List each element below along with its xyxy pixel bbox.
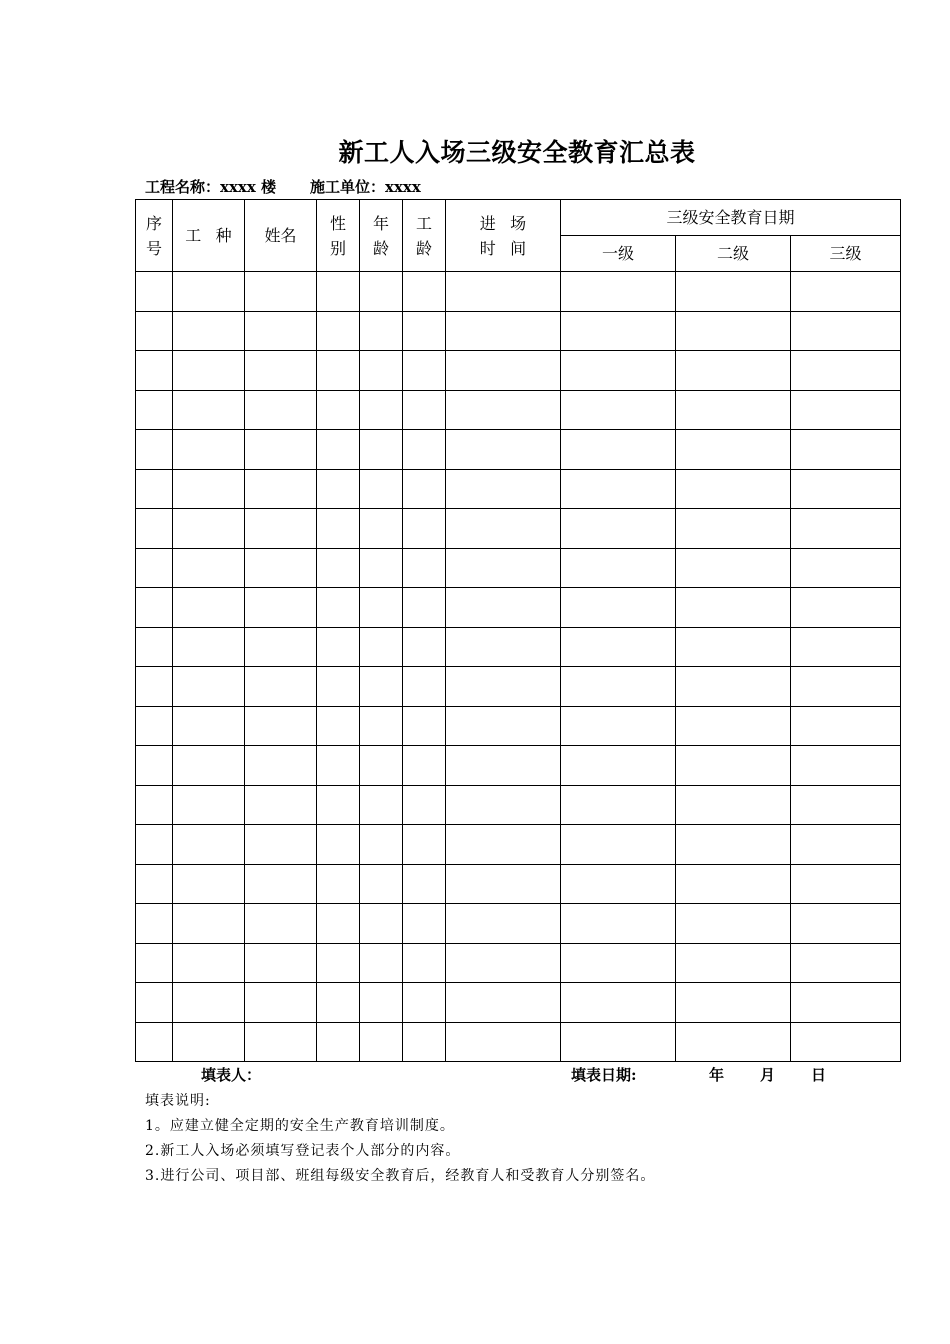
- table-cell: [446, 746, 561, 786]
- table-cell: [317, 311, 360, 351]
- table-cell: [791, 983, 901, 1023]
- table-row: [136, 351, 901, 391]
- table-cell: [446, 785, 561, 825]
- table-cell: [403, 943, 446, 983]
- table-cell: [446, 825, 561, 865]
- table-cell: [136, 509, 173, 549]
- table-cell: [173, 627, 245, 667]
- table-row: [136, 904, 901, 944]
- table-cell: [317, 943, 360, 983]
- table-cell: [403, 983, 446, 1023]
- table-cell: [245, 785, 317, 825]
- table-cell: [136, 390, 173, 430]
- table-cell: [561, 627, 676, 667]
- table-cell: [791, 943, 901, 983]
- table-cell: [791, 706, 901, 746]
- table-cell: [676, 785, 791, 825]
- table-cell: [791, 548, 901, 588]
- header-entry-time: 进场 时间: [446, 200, 561, 272]
- table-cell: [403, 390, 446, 430]
- table-cell: [676, 706, 791, 746]
- table-cell: [403, 469, 446, 509]
- table-cell: [676, 351, 791, 391]
- table-cell: [245, 272, 317, 312]
- table-cell: [136, 706, 173, 746]
- page-title: 新工人入场三级安全教育汇总表: [338, 138, 696, 167]
- table-cell: [403, 311, 446, 351]
- table-cell: [136, 785, 173, 825]
- table-cell: [173, 588, 245, 628]
- table-row: [136, 983, 901, 1023]
- table-cell: [173, 706, 245, 746]
- summary-table: [135, 199, 901, 1062]
- table-cell: [245, 825, 317, 865]
- table-cell: [561, 706, 676, 746]
- table-cell: [360, 785, 403, 825]
- table-cell: [403, 904, 446, 944]
- table-cell: [791, 430, 901, 470]
- table-cell: [136, 746, 173, 786]
- table-cell: [136, 311, 173, 351]
- table-cell: [676, 746, 791, 786]
- table-cell: [561, 1022, 676, 1062]
- table-cell: [676, 983, 791, 1023]
- table-cell: [403, 351, 446, 391]
- table-cell: [561, 311, 676, 351]
- header-level3: 三级: [791, 236, 901, 272]
- table-cell: [136, 351, 173, 391]
- table-row: [136, 1022, 901, 1062]
- table-cell: [561, 272, 676, 312]
- fill-date-label: 填表日期:: [571, 1066, 637, 1084]
- table-cell: [360, 509, 403, 549]
- table-cell: [245, 311, 317, 351]
- table-cell: [791, 1022, 901, 1062]
- table-cell: [173, 667, 245, 707]
- table-cell: [791, 351, 901, 391]
- table-cell: [561, 548, 676, 588]
- filler-label: 填表人：: [201, 1066, 262, 1084]
- table-cell: [360, 904, 403, 944]
- table-cell: [561, 904, 676, 944]
- table-cell: [317, 469, 360, 509]
- table-cell: [446, 667, 561, 707]
- table-cell: [245, 746, 317, 786]
- table-cell: [360, 272, 403, 312]
- table-cell: [360, 390, 403, 430]
- header-level2: 二级: [676, 236, 791, 272]
- note-item-3: 3.进行公司、项目部、班组每级安全教育后，经教育人和受教育人分别签名。: [145, 1168, 656, 1184]
- table-cell: [676, 667, 791, 707]
- table-cell: [676, 509, 791, 549]
- table-cell: [446, 311, 561, 351]
- table-cell: [403, 706, 446, 746]
- table-row: [136, 469, 901, 509]
- table-cell: [173, 864, 245, 904]
- table-cell: [403, 746, 446, 786]
- header-age: 年龄: [360, 200, 403, 272]
- table-cell: [173, 509, 245, 549]
- table-cell: [360, 588, 403, 628]
- table-cell: [446, 983, 561, 1023]
- table-cell: [360, 667, 403, 707]
- table-cell: [136, 904, 173, 944]
- table-cell: [561, 825, 676, 865]
- table-cell: [360, 548, 403, 588]
- table-cell: [245, 864, 317, 904]
- table-cell: [561, 943, 676, 983]
- table-cell: [403, 627, 446, 667]
- table-cell: [446, 390, 561, 430]
- table-cell: [317, 509, 360, 549]
- table-cell: [317, 1022, 360, 1062]
- table-cell: [317, 785, 360, 825]
- note-item-2: 2.新工人入场必须填写登记表个人部分的内容。: [145, 1143, 461, 1159]
- table-cell: [791, 785, 901, 825]
- table-cell: [561, 785, 676, 825]
- table-cell: [561, 588, 676, 628]
- table-cell: [403, 1022, 446, 1062]
- table-cell: [360, 983, 403, 1023]
- table-cell: [245, 983, 317, 1023]
- table-row: [136, 509, 901, 549]
- table-cell: [403, 667, 446, 707]
- table-row: [136, 430, 901, 470]
- table-cell: [360, 351, 403, 391]
- table-cell: [317, 351, 360, 391]
- table-cell: [360, 311, 403, 351]
- table-cell: [173, 1022, 245, 1062]
- note-item-1: 1。应建立健全定期的安全生产教育培训制度。: [145, 1118, 455, 1134]
- table-cell: [136, 825, 173, 865]
- header-level1: 一级: [561, 236, 676, 272]
- table-cell: [676, 548, 791, 588]
- table-cell: [561, 351, 676, 391]
- table-cell: [561, 390, 676, 430]
- table-cell: [245, 588, 317, 628]
- table-cell: [173, 351, 245, 391]
- table-cell: [317, 983, 360, 1023]
- table-cell: [136, 272, 173, 312]
- table-cell: [403, 825, 446, 865]
- table-cell: [136, 1022, 173, 1062]
- table-row: [136, 746, 901, 786]
- table-cell: [403, 509, 446, 549]
- table-cell: [245, 943, 317, 983]
- table-cell: [173, 746, 245, 786]
- table-cell: [446, 588, 561, 628]
- table-cell: [360, 706, 403, 746]
- table-cell: [360, 627, 403, 667]
- table-cell: [136, 588, 173, 628]
- table-cell: [245, 1022, 317, 1062]
- table-cell: [173, 272, 245, 312]
- table-cell: [446, 509, 561, 549]
- table-cell: [561, 746, 676, 786]
- table-cell: [136, 943, 173, 983]
- table-cell: [360, 746, 403, 786]
- table-row: [136, 943, 901, 983]
- project-info: [145, 176, 421, 197]
- table-cell: [676, 272, 791, 312]
- table-cell: [245, 548, 317, 588]
- table-cell: [791, 864, 901, 904]
- table-cell: [791, 825, 901, 865]
- table-row: [136, 390, 901, 430]
- table-cell: [245, 706, 317, 746]
- table-cell: [791, 667, 901, 707]
- header-seniority: 工龄: [403, 200, 446, 272]
- table-cell: [136, 864, 173, 904]
- table-cell: [317, 627, 360, 667]
- table-cell: [173, 904, 245, 944]
- table-cell: [446, 943, 561, 983]
- table-cell: [245, 390, 317, 430]
- table-cell: [446, 627, 561, 667]
- table-cell: [403, 785, 446, 825]
- header-name: 姓名: [245, 200, 317, 272]
- table-cell: [173, 430, 245, 470]
- table-cell: [446, 1022, 561, 1062]
- table-cell: [561, 983, 676, 1023]
- table-cell: [791, 469, 901, 509]
- table-cell: [317, 746, 360, 786]
- header-gender: 性别: [317, 200, 360, 272]
- project-name: 工程名称：xxxx 楼: [145, 178, 276, 196]
- table-cell: [446, 864, 561, 904]
- table-cell: [676, 943, 791, 983]
- table-cell: [136, 469, 173, 509]
- table-cell: [446, 430, 561, 470]
- table-body: [136, 272, 901, 1062]
- table-cell: [360, 864, 403, 904]
- table-cell: [676, 390, 791, 430]
- table-cell: [173, 983, 245, 1023]
- table-cell: [136, 548, 173, 588]
- table-cell: [245, 667, 317, 707]
- table-cell: [791, 509, 901, 549]
- table-cell: [136, 627, 173, 667]
- table-cell: [245, 627, 317, 667]
- table-cell: [173, 825, 245, 865]
- table-cell: [561, 864, 676, 904]
- table-row: [136, 785, 901, 825]
- table-cell: [446, 904, 561, 944]
- table-cell: [446, 351, 561, 391]
- table-cell: [791, 588, 901, 628]
- table-cell: [446, 706, 561, 746]
- table-cell: [317, 430, 360, 470]
- footer-line: [135, 1064, 900, 1084]
- fill-instructions: [145, 1090, 655, 1190]
- table-cell: [676, 469, 791, 509]
- table-cell: [245, 469, 317, 509]
- table-cell: [317, 390, 360, 430]
- table-cell: [360, 943, 403, 983]
- table-cell: [136, 667, 173, 707]
- table-cell: [791, 390, 901, 430]
- table-cell: [136, 430, 173, 470]
- table-row: [136, 706, 901, 746]
- table-cell: [173, 311, 245, 351]
- year-label: 年: [709, 1066, 725, 1084]
- month-label: 月: [760, 1066, 776, 1084]
- table-cell: [317, 706, 360, 746]
- table-cell: [791, 627, 901, 667]
- table-cell: [317, 272, 360, 312]
- table-cell: [173, 390, 245, 430]
- table-row: [136, 548, 901, 588]
- table-cell: [360, 1022, 403, 1062]
- table-cell: [561, 509, 676, 549]
- day-label: 日: [811, 1066, 827, 1084]
- table-cell: [561, 469, 676, 509]
- table-cell: [446, 548, 561, 588]
- table-cell: [360, 825, 403, 865]
- table-cell: [360, 469, 403, 509]
- construction-unit: 施工单位：xxxx: [310, 178, 421, 196]
- table-cell: [403, 272, 446, 312]
- table-cell: [791, 746, 901, 786]
- header-seq: 序号: [136, 200, 173, 272]
- table-cell: [676, 1022, 791, 1062]
- table-cell: [676, 430, 791, 470]
- table-cell: [245, 430, 317, 470]
- table-cell: [791, 904, 901, 944]
- table-cell: [173, 785, 245, 825]
- table-cell: [791, 272, 901, 312]
- table-cell: [403, 548, 446, 588]
- header-trade: 工种: [173, 200, 245, 272]
- table-cell: [446, 272, 561, 312]
- table-cell: [317, 667, 360, 707]
- table-row: [136, 272, 901, 312]
- table-cell: [403, 430, 446, 470]
- table-row: [136, 311, 901, 351]
- table-cell: [245, 904, 317, 944]
- table-cell: [173, 943, 245, 983]
- table-row: [136, 825, 901, 865]
- table-cell: [245, 509, 317, 549]
- table-cell: [676, 825, 791, 865]
- table-cell: [317, 825, 360, 865]
- header-edu-date: 三级安全教育日期: [561, 200, 901, 236]
- table-cell: [173, 548, 245, 588]
- table-cell: [676, 627, 791, 667]
- table-cell: [676, 588, 791, 628]
- table-row: [136, 864, 901, 904]
- table-row: [136, 588, 901, 628]
- table-cell: [403, 588, 446, 628]
- table-cell: [360, 430, 403, 470]
- table-cell: [561, 667, 676, 707]
- table-cell: [317, 548, 360, 588]
- table-cell: [676, 904, 791, 944]
- table-cell: [245, 351, 317, 391]
- table-cell: [403, 864, 446, 904]
- table-cell: [791, 311, 901, 351]
- table-cell: [676, 864, 791, 904]
- table-cell: [446, 469, 561, 509]
- table-cell: [561, 430, 676, 470]
- date-fields: [709, 1064, 862, 1085]
- notes-heading: 填表说明:: [145, 1093, 211, 1109]
- table-cell: [317, 588, 360, 628]
- table-cell: [676, 311, 791, 351]
- table-row: [136, 627, 901, 667]
- table-row: [136, 667, 901, 707]
- table-cell: [317, 864, 360, 904]
- table-cell: [173, 469, 245, 509]
- table-cell: [136, 983, 173, 1023]
- table-cell: [317, 904, 360, 944]
